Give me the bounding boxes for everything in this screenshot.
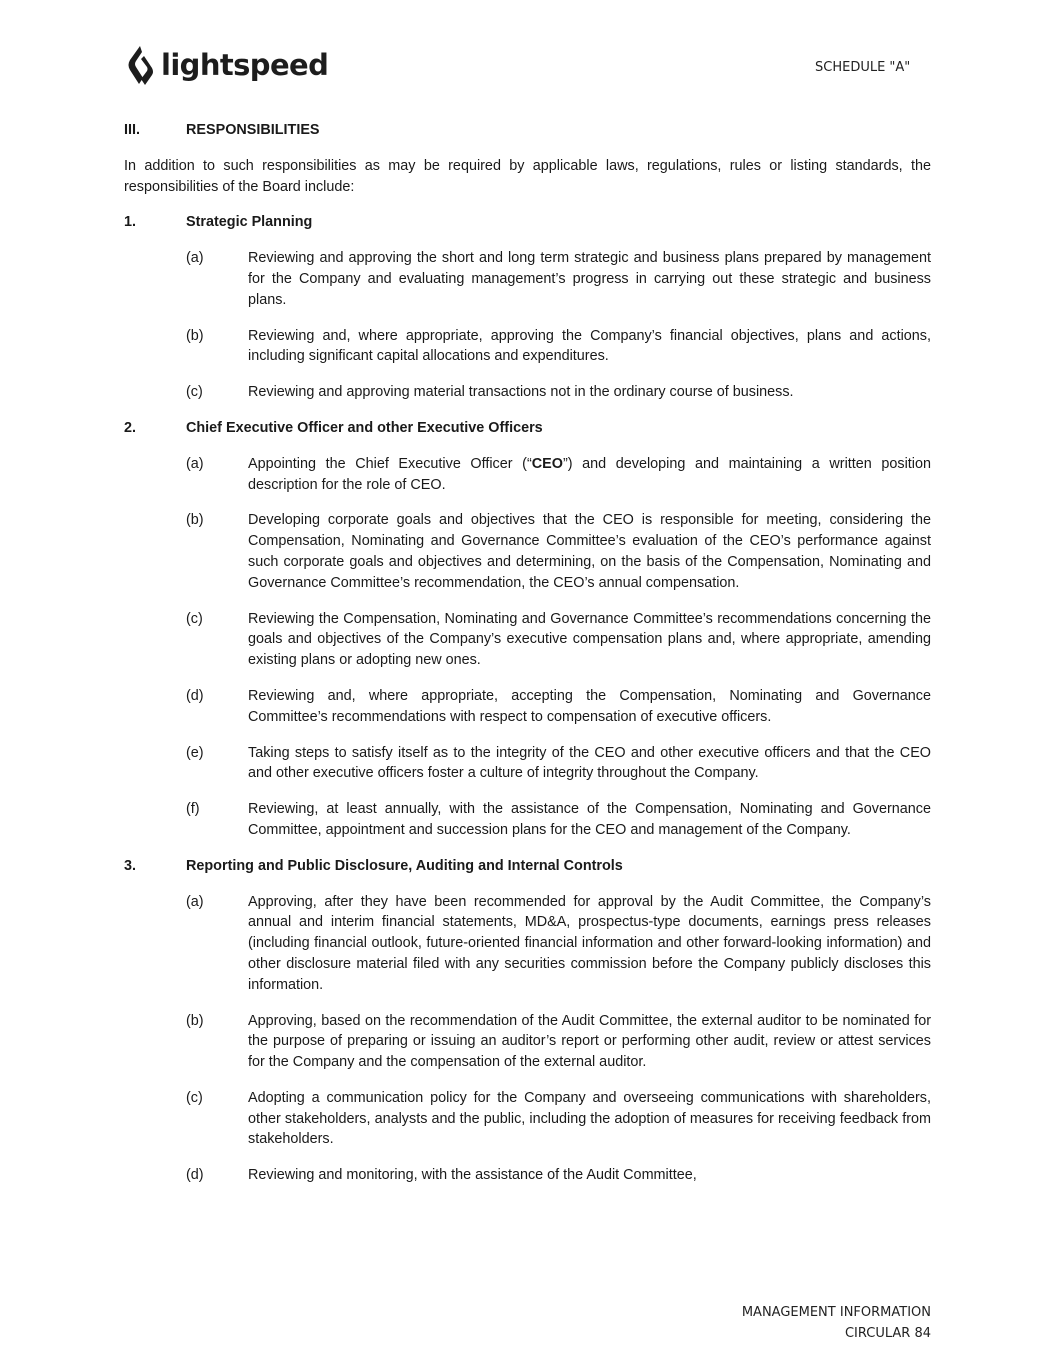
- item-text: Reviewing and approving the short and long term strategic and business plans prepared by management for the Company and evaluating management’s progress in carrying out these strategic and business plans.: [248, 250, 931, 308]
- item-text: Approving, after they have been recommended for approval by the Audit Committee, the Company’s annual and interim financial statements, MD&A, prospectus-type documents, earnings press releases (including financial outlook, future-oriented financial information and other forward-looking information) and other disclosure material filed with any securities commission before the Company publicly discloses this information.: [248, 893, 931, 993]
- item-text: Developing corporate goals and objectives that the CEO is responsible for meeting, considering the Compensation, Nominating and Governance Committee’s evaluation of the CEO’s performance against such corporate goals and objectives and determining, on the basis of the Compensation, Nominating and Governance Committee’s recommendation, the CEO’s annual compensation.: [248, 512, 931, 591]
- item-text: Adopting a communication policy for the Company and overseeing communications with shareholders, other stakeholders, analysts and the public, including the adoption of measures for receiving feedback from stakeholders.: [248, 1089, 931, 1148]
- list-item: [186, 454, 931, 496]
- item-text: Reviewing and, where appropriate, accepting the Compensation, Nominating and Governance Committee’s recommendations with respect to compensation of executive officers.: [248, 687, 931, 725]
- section-title: RESPONSIBILITIES: [186, 122, 320, 138]
- item-label: (d): [186, 687, 204, 704]
- item-text-pre: Appointing the Chief Executive Officer (“: [248, 455, 532, 472]
- list-item: [186, 248, 931, 310]
- list-item: [186, 609, 931, 671]
- list-item: [186, 1165, 931, 1186]
- item-label: (c): [186, 384, 203, 401]
- subsection-number: 1.: [124, 214, 137, 231]
- item-label: (b): [186, 512, 204, 529]
- section-number: III.: [124, 122, 140, 138]
- subsection-title: Reporting and Public Disclosure, Auditing and Internal Controls: [186, 857, 623, 874]
- subsection-title: Strategic Planning: [186, 214, 313, 231]
- item-label: (a): [186, 250, 204, 267]
- subsection-number: 3.: [124, 857, 137, 874]
- subsection-heading-reporting: [124, 856, 931, 877]
- company-logo: [127, 44, 328, 86]
- list-item: [186, 510, 931, 593]
- item-label: (e): [186, 744, 204, 761]
- item-text: Reviewing the Compensation, Nominating and Governance Committee’s recommendations concerning the goals and objectives of the Company’s executive compensation plans and, where appropriate, amending existing plans or adopting new ones.: [248, 610, 931, 669]
- item-label: (a): [186, 455, 204, 472]
- item-label: (f): [186, 801, 200, 818]
- subsection-heading-ceo: [124, 418, 931, 439]
- footer-title: MANAGEMENT INFORMATION: [741, 1305, 931, 1320]
- subsection-number: 2.: [124, 419, 137, 436]
- logo-wordmark: lightspeed: [161, 47, 329, 82]
- list-item: [186, 892, 931, 996]
- list-item: [186, 1011, 931, 1073]
- item-text: Reviewing, at least annually, with the assistance of the Compensation, Nominating and Governance Committee, appointment and succession plans for the CEO and management of the Company.: [248, 801, 931, 838]
- item-label: (b): [186, 327, 204, 344]
- item-text: Approving, based on the recommendation of the Audit Committee, the external auditor to be nominated for the purpose of preparing or issuing an auditor’s report or performing other audit, review or attest services for the Company and the compensation of the external auditor.: [248, 1012, 931, 1071]
- list-item: [186, 382, 931, 403]
- item-label: (a): [186, 893, 204, 910]
- item-text: Reviewing and, where appropriate, approving the Company’s financial objectives, plans and actions, including significant capital allocations and expenditures.: [248, 327, 931, 365]
- item-text: [248, 454, 931, 496]
- section-heading: [124, 120, 931, 141]
- item-label: (c): [186, 610, 203, 627]
- document-body: [124, 120, 931, 1201]
- subsection-heading-strategic-planning: [124, 212, 931, 233]
- subsection-title: Chief Executive Officer and other Executive Officers: [186, 419, 543, 436]
- item-label: (c): [186, 1089, 203, 1106]
- intro-paragraph: In addition to such responsibilities as may be required by applicable laws, regulations, rules or listing standards, the responsibilities of the Board include:: [124, 157, 931, 195]
- item-text: Reviewing and approving material transactions not in the ordinary course of business.: [248, 384, 794, 401]
- list-item: [186, 1088, 931, 1150]
- list-item: [186, 799, 931, 841]
- page-footer: [742, 1302, 931, 1344]
- footer-page-number: CIRCULAR 84: [844, 1326, 931, 1341]
- list-item: [186, 686, 931, 728]
- item-label: (b): [186, 1012, 204, 1029]
- item-label: (d): [186, 1167, 204, 1184]
- schedule-label: SCHEDULE "A": [815, 60, 911, 75]
- list-item: [186, 743, 931, 785]
- list-item: [186, 326, 931, 368]
- item-text-post: ”) and developing and maintaining a written position description for the role of CEO.: [248, 455, 931, 493]
- item-text: Reviewing and monitoring, with the assistance of the Audit Committee,: [248, 1167, 697, 1184]
- ceo-defined-term: CEO: [531, 455, 563, 472]
- item-text: Taking steps to satisfy itself as to the integrity of the CEO and other executive officers and that the CEO and other executive officers foster a culture of integrity throughout the Company.: [248, 744, 931, 782]
- flame-logo-icon: [127, 44, 155, 86]
